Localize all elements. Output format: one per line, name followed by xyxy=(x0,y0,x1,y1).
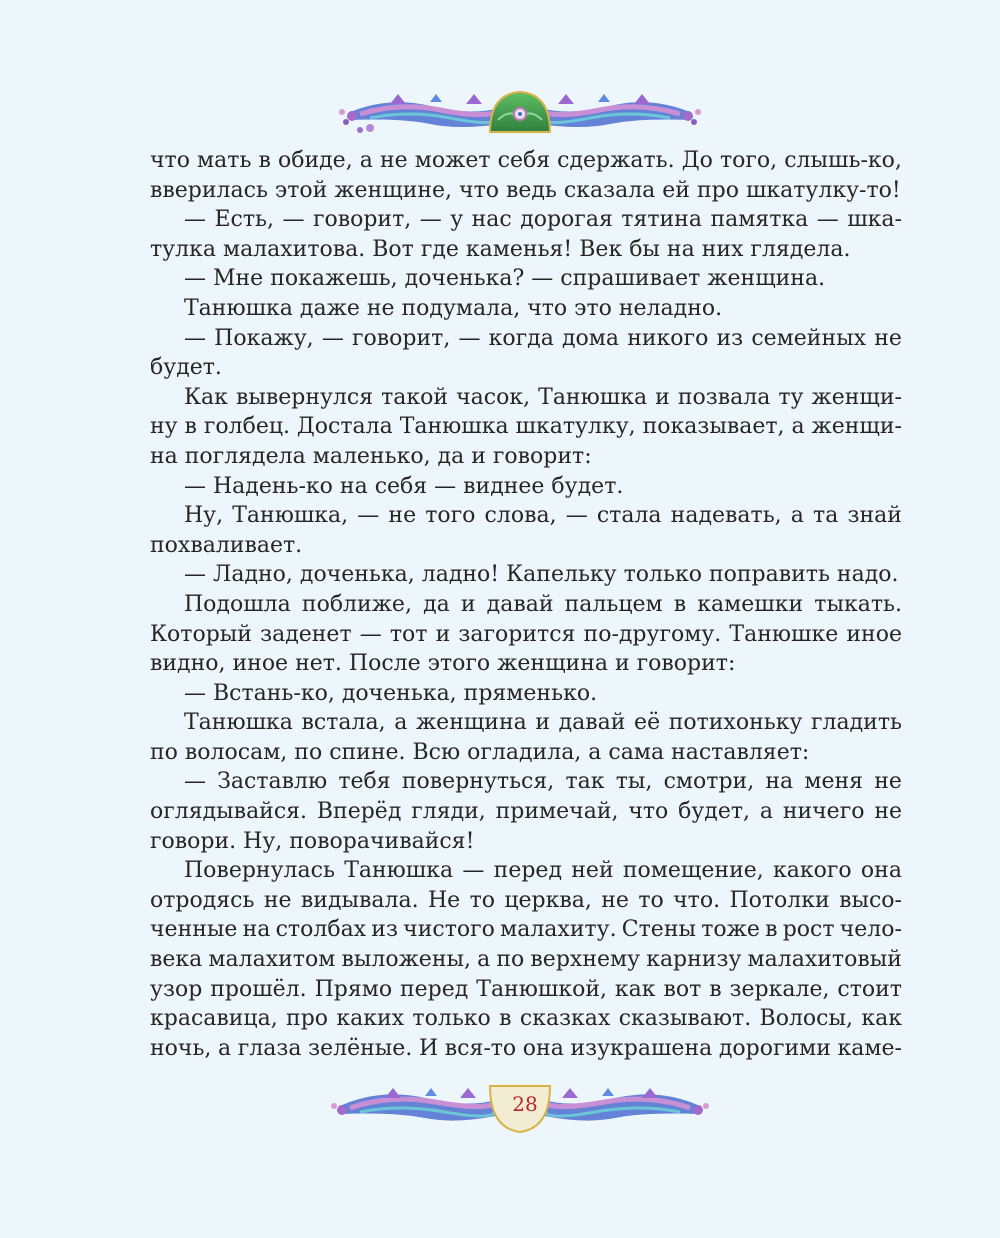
text-line: Подошла поближе, да и давай пальцем в камешки тыкать. xyxy=(184,591,902,617)
floral-border-icon xyxy=(330,90,710,140)
text-line: Танюшка даже не подумала, что это неладно. xyxy=(184,295,723,321)
page-number: 28 xyxy=(512,1092,538,1116)
text-line: Ну, Танюшка, — не того слова, — стала надевать, а та знай xyxy=(184,503,902,529)
text-line: — Надень-ко на себя — виднее будет. xyxy=(184,473,624,499)
top-ornament xyxy=(330,90,710,140)
text-line: что мать в обиде, а не может себя сдержать. До того, слышь-ко, xyxy=(150,148,902,173)
text-line: видно, иное нет. После этого женщина и говорит: xyxy=(150,651,736,677)
text-line: ну в голбец. Достала Танюшка шкатулку, показывает, а женщи- xyxy=(150,414,902,440)
text-line: по волосам, по спине. Всю огладила, а сама наставляет: xyxy=(150,739,810,765)
text-line: Повернулась Танюшка — перед ней помещение, какого она xyxy=(184,858,902,884)
text-line: узор прошёл. Прямо перед Танюшкой, как вот в зеркале, стоит xyxy=(150,976,902,1002)
text-line: на поглядела маленько, да и говорит: xyxy=(150,443,592,469)
text-line: Как вывернулся такой часок, Танюшка и позвала ту женщи- xyxy=(184,384,902,410)
story-text xyxy=(150,146,902,1063)
text-line: Танюшка встала, а женщина и давай её потихоньку гладить xyxy=(184,710,902,736)
text-line: красавица, про каких только в сказках сказывают. Волосы, как xyxy=(150,1006,902,1032)
text-line: вверилась этой женщине, что ведь сказала ей про шкатулку-то! xyxy=(150,177,901,203)
text-line: оглядывайся. Вперёд гляди, примечай, что будет, а ничего не xyxy=(150,799,902,825)
text-line: века малахитом выложены, а по верхнему карнизу малахитовый xyxy=(150,947,902,973)
text-line: — Заставлю тебя повернуться, так ты, смотри, на меня не xyxy=(184,769,902,795)
text-line: ночь, а глаза зелёные. И вся-то она изукрашена дорогими каме- xyxy=(150,1035,902,1061)
text-line: — Встань-ко, доченька, пряменько. xyxy=(184,680,598,706)
text-line: будет. xyxy=(150,355,222,381)
text-line: ченные на столбах из чистого малахиту. Стены тоже в рост чело- xyxy=(150,917,902,943)
text-line: отродясь не видывала. Не то церква, не то что. Потолки высо- xyxy=(150,887,902,913)
text-line: — Мне покажешь, доченька? — спрашивает женщина. xyxy=(184,266,826,292)
text-line: говори. Ну, поворачивайся! xyxy=(150,828,475,854)
text-line: — Ладно, доченька, ладно! Капельку только поправить надо. xyxy=(184,562,899,588)
text-line: — Покажу, — говорит, — когда дома никого из семейных не xyxy=(184,325,902,351)
text-line: похваливает. xyxy=(150,532,303,558)
text-line: тулка малахитова. Вот где каменья! Век бы на них глядела. xyxy=(150,236,851,262)
text-line: — Есть, — говорит, — у нас дорогая тятина памятка — шка- xyxy=(184,207,902,233)
text-line: Который заденет — тот и загорится по-другому. Танюшке иное xyxy=(150,621,902,647)
